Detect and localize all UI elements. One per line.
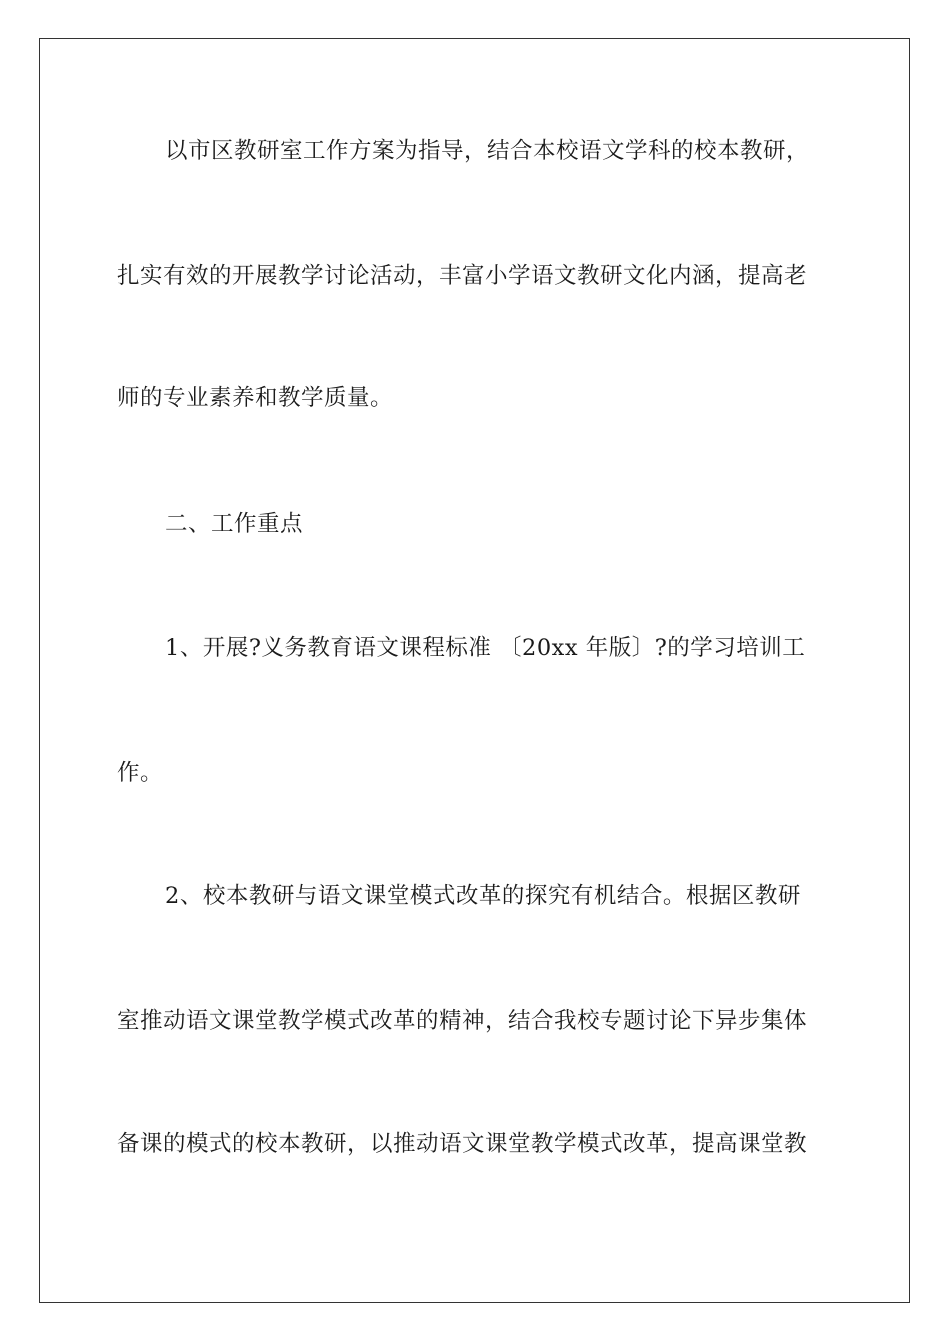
paragraph-line: 师的专业素养和教学质量。: [117, 385, 394, 411]
paragraph-line: 1、开展?义务教育语文课程标准 〔20xx 年版〕?的学习培训工: [165, 635, 806, 661]
paragraph-line: 作。: [117, 760, 164, 786]
page-border: [39, 38, 910, 1303]
paragraph-line: 以市区教研室工作方案为指导，结合本校语文学科的校本教研，: [165, 138, 810, 164]
section-heading: 二、工作重点: [165, 511, 304, 537]
paragraph-line: 扎实有效的开展教学讨论活动，丰富小学语文教研文化内涵，提高老: [117, 263, 808, 289]
paragraph-line: 室推动语文课堂教学模式改革的精神，结合我校专题讨论下异步集体: [117, 1008, 808, 1034]
paragraph-line: 备课的模式的校本教研，以推动语文课堂教学模式改革，提高课堂教: [117, 1131, 808, 1157]
paragraph-line: 2、校本教研与语文课堂模式改革的探究有机结合。根据区教研: [165, 883, 801, 909]
